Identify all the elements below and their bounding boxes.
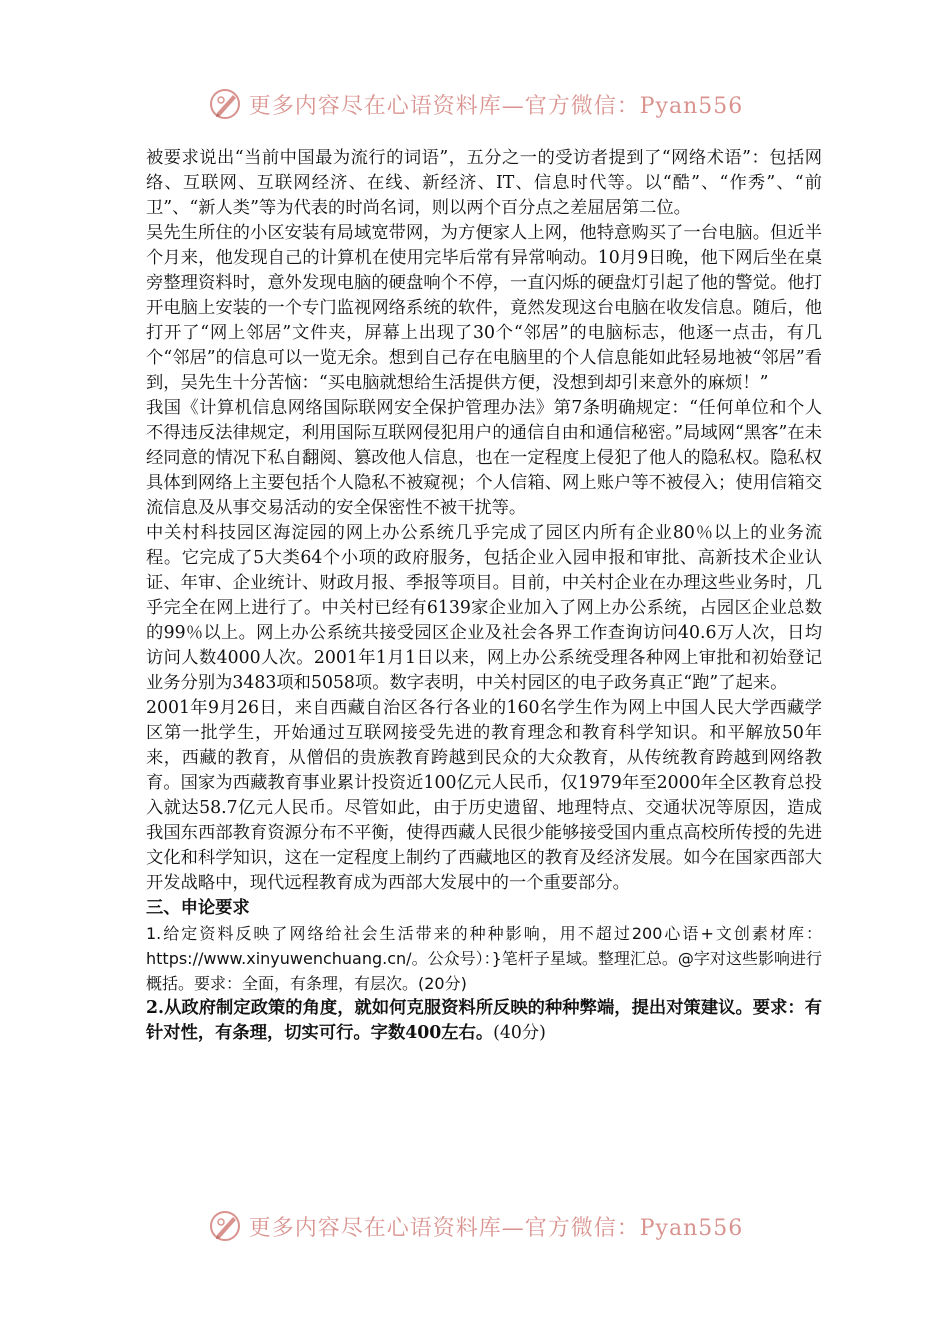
pen-logo-icon <box>207 1208 243 1244</box>
paragraph-mr-wu: 吴先生所住的小区安装有局域宽带网，为方便家人上网，他特意购买了一台电脑。但近半个月来，他发现自己的计算机在使用完毕后常有异常响动。10月9日晚，他下网后坐在桌旁整理资料时，意外发现电脑的硬盘响个不停，一直闪烁的硬盘灯引起了他的警觉。他打开电脑上安装的一个专门监视网络系统的软件，竟然发现这台电脑在收发信息。随后，他打开了“网上邻居”文件夹，屏幕上出现了30个“邻居”的电脑标志，他逐一点击，有几个“邻居”的信息可以一览无余。想到自己存在电脑里的个人信息能如此轻易地被“邻居”看到，吴先生十分苦恼：“买电脑就想给生活提供方便，没想到却引来意外的麻烦！” <box>146 223 822 393</box>
paragraph-regulation: 我国《计算机信息网络国际联网安全保护管理办法》第7条明确规定：“任何单位和个人不得违反法律规定，利用国际互联网侵犯用户的通信自由和通信秘密。”局域网“黑客”在未经同意的情况下私自翻阅、篡改他人信息，也在一定程度上侵犯了他人的隐私权。隐私权具体到网络上主要包括个人隐私不被窥视；个人信箱、网上账户等不被侵入；使用信箱交流信息及从事交易活动的安全保密性不被干扰等。 <box>146 398 822 518</box>
header-banner <box>0 84 950 124</box>
requirement-2-text: 2.从政府制定政策的角度，就如何克服资料所反映的种种弊端，提出对策建议。要求：有针对性，有条理，切实可行。字数400左右。 <box>146 998 822 1043</box>
footer-banner <box>0 1206 950 1246</box>
requirement-2 <box>146 996 822 1046</box>
paragraph-tibet-education: 2001年9月26日，来自西藏自治区各行各业的160名学生作为网上中国人民大学西藏学区第一批学生，开始通过互联网接受先进的教育理念和教育科学知识。和平解放50年来，西藏的教育，从僧侣的贵族教育跨越到民众的大众教育，从传统教育跨越到网络教育。国家为西藏教育事业累计投资近100亿元人民币，仅1979年至2000年全区教育总投入就达58.7亿元人民币。尽管如此，由于历史遗留、地理特点、交通状况等原因，造成我国东西部教育资源分布不平衡，使得西藏人民很少能够接受国内重点高校所传授的先进文化和科学知识，这在一定程度上制约了西藏地区的教育及经济发展。如今在国家西部大开发战略中，现代远程教育成为西部大发展中的一个重要部分。 <box>146 698 822 893</box>
pen-logo-icon <box>207 86 243 122</box>
banner-text: 更多内容尽在心语资料库—官方微信：Pyan556 <box>248 1215 744 1241</box>
paragraph-zhongguancun: 中关村科技园区海淀园的网上办公系统几乎完成了园区内所有企业80％以上的业务流程。它完成了5大类64个小项的政府服务，包括企业入园申报和审批、高新技术企业认证、年审、企业统计、财政月报、季报等项目。目前，中关村企业在办理这些业务时，几乎完全在网上进行了。中关村已经有6139家企业加入了网上办公系统，占园区企业总数的99％以上。网上办公系统共接受园区企业及社会各界工作查询访问40.6万人次，日均访问人数4000人次。2001年1月1日以来，网上办公系统受理各种网上审批和初始登记业务分别为3483项和5058项。数字表明，中关村园区的电子政务真正“跑”了起来。 <box>146 523 822 693</box>
section-heading: 三、申论要求 <box>146 898 250 918</box>
requirement-2-score: (40分) <box>493 1023 546 1043</box>
document-body <box>146 146 822 1046</box>
requirement-1: 1.给定资料反映了网络给社会生活带来的种种影响，用不超过200心语+文创素材库：https://www.xinyuwenchuang.cn/。公众号）：}笔杆子星域。整理汇总。@字对这些影响进行概括。要求：全面，有条理，有层次。(20分) <box>146 924 822 993</box>
paragraph-survey: 被要求说出“当前中国最为流行的词语”，五分之一的受访者提到了“网络术语”：包括网络、互联网、互联网经济、在线、新经济、IT、信息时代等。以“酷”、“作秀”、“前卫”、“新人类”等为代表的时尚名词，则以两个百分点之差屈居第二位。 <box>146 148 822 218</box>
banner-text: 更多内容尽在心语资料库—官方微信：Pyan556 <box>248 93 744 119</box>
